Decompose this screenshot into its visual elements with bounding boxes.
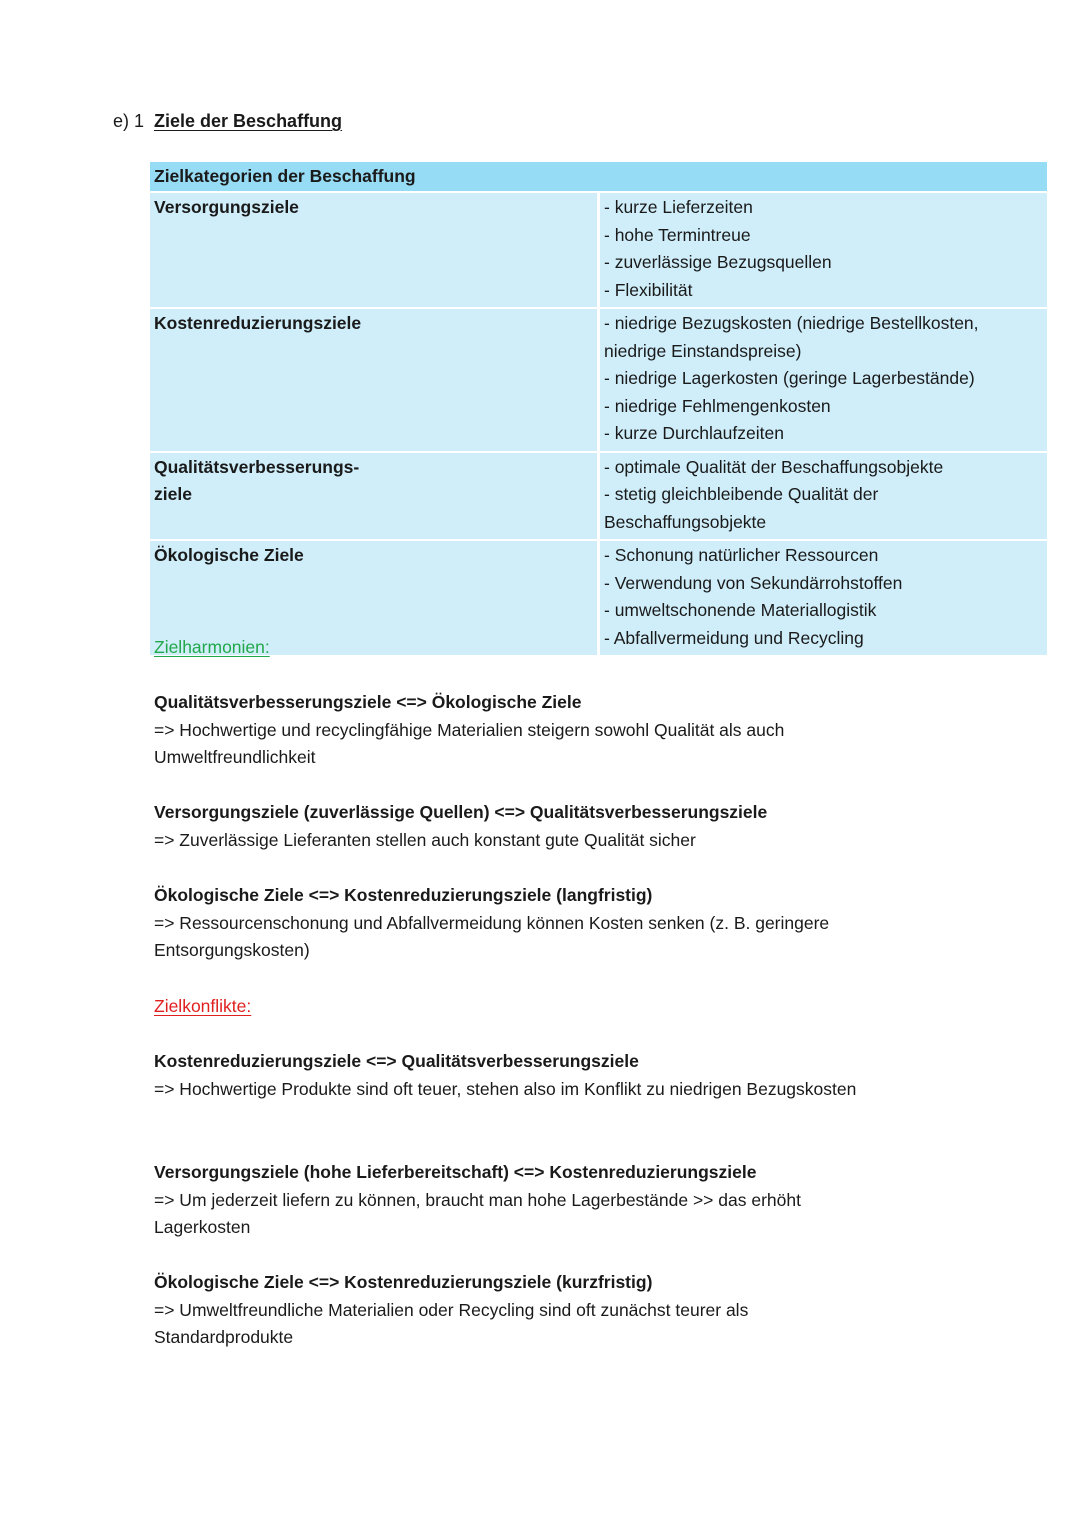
heading-number: e) 1 (113, 111, 145, 131)
conflict-pair (154, 1269, 874, 1352)
harmony-pair (154, 689, 874, 772)
conflicts-title: Zielkonflikte: (154, 996, 252, 1016)
list-item: - umweltschonende Materiallogistik (604, 600, 877, 620)
heading-title: Ziele der Beschaffung (154, 111, 343, 131)
goal-categories-table (150, 162, 1047, 657)
pair-title: Versorgungsziele (zuverlässige Quellen) <=> Qualitätsverbesserungsziele (154, 802, 768, 822)
list-item: - niedrige Bezugskosten (niedrige Bestellkosten, niedrige Einstandspreise) (604, 313, 979, 361)
conflict-pair (154, 1048, 874, 1103)
pair-text: => Hochwertige und recyclingfähige Materialien steigern sowohl Qualität als auch Umweltfreundlichkeit (154, 719, 785, 767)
list-item: - kurze Lieferzeiten (604, 197, 753, 217)
list-item: - niedrige Lagerkosten (geringe Lagerbestände) (604, 368, 975, 388)
list-item: - hohe Termintreue (604, 224, 751, 245)
harmonies-title: Zielharmonien: (154, 637, 270, 657)
table-row (150, 308, 1047, 452)
items-cell (599, 192, 1048, 308)
conflict-pair (154, 1159, 874, 1242)
pair-text: => Ressourcenschonung und Abfallvermeidung können Kosten senken (z. B. geringere Entsorgungskosten) (154, 912, 830, 960)
list-item: - stetig gleichbleibende Qualität der Beschaffungsobjekte (604, 484, 879, 532)
list-item: - niedrige Fehlmengenkosten (604, 395, 831, 416)
pair-text: => Umweltfreundliche Materialien oder Recycling sind oft zunächst teurer als Standardprodukte (154, 1299, 749, 1347)
category-cell: Versorgungsziele (150, 192, 599, 308)
pair-title: Ökologische Ziele <=> Kostenreduzierungsziele (langfristig) (154, 885, 653, 905)
pair-title: Qualitätsverbesserungsziele <=> Ökologische Ziele (154, 692, 582, 712)
list-item: - Schonung natürlicher Ressourcen (604, 545, 879, 565)
table-row (150, 452, 1047, 541)
section-heading (113, 109, 342, 133)
items-cell (599, 452, 1048, 541)
list-item: - kurze Durchlaufzeiten (604, 423, 784, 443)
list-item: - optimale Qualität der Beschaffungsobjekte (604, 456, 944, 477)
table-row (150, 192, 1047, 308)
list-item: - zuverlässige Bezugsquellen (604, 252, 832, 272)
list-item: - Abfallvermeidung und Recycling (604, 627, 864, 648)
list-item: - Flexibilität (604, 279, 693, 300)
pair-title: Kostenreduzierungsziele <=> Qualitätsverbesserungsziele (154, 1051, 639, 1071)
harmony-pair (154, 882, 874, 965)
table-header: Zielkategorien der Beschaffung (150, 162, 1047, 192)
pair-text: => Zuverlässige Lieferanten stellen auch konstant gute Qualität sicher (154, 829, 696, 850)
items-cell (599, 308, 1048, 452)
pair-text: => Um jederzeit liefern zu können, braucht man hohe Lagerbestände >> das erhöht Lagerkosten (154, 1189, 801, 1237)
harmony-pair (154, 799, 874, 854)
pair-title: Ökologische Ziele <=> Kostenreduzierungsziele (kurzfristig) (154, 1272, 653, 1292)
pair-text: => Hochwertige Produkte sind oft teuer, stehen also im Konflikt zu niedrigen Bezugskosten (154, 1078, 857, 1099)
category-cell: Qualitätsverbesserungs- ziele (150, 452, 599, 541)
category-cell: Kostenreduzierungsziele (150, 308, 599, 452)
category-cell: Ökologische Ziele (150, 540, 599, 656)
list-item: - Verwendung von Sekundärrohstoffen (604, 572, 903, 593)
pair-title: Versorgungsziele (hohe Lieferbereitschaft) <=> Kostenreduzierungsziele (154, 1162, 757, 1182)
